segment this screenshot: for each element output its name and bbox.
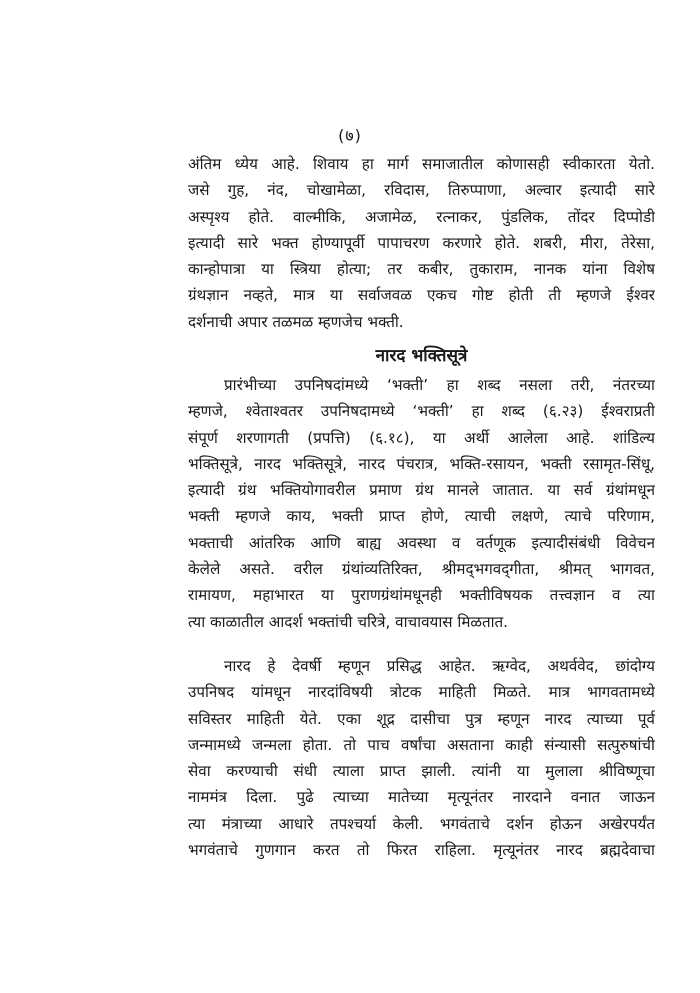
text-line: नारद हे देवर्षी म्हणून प्रसिद्ध आहेत. ऋग्वेद, अथर्ववेद, छांदोग्य: [224, 657, 655, 675]
text-line: प्रारंभीच्या उपनिषदांमध्ये ‘भक्ती’ हा शब्द नसला तरी, नंतरच्या: [224, 376, 655, 394]
text-line: त्या काळातील आदर्श भक्तांची चरित्रे, वाचावयास मिळतात.: [188, 612, 509, 631]
text-line: त्या मंत्राच्या आधारे तपश्चर्या केली. भगवंताचे दर्शन होऊन अखेरपर्यंत: [188, 814, 655, 833]
text-line: इत्यादी सारे भक्त होण्यापूर्वी पापाचरण करणारे होते. शबरी, मीरा, तेरेसा,: [188, 233, 655, 252]
section-heading: नारद भक्तिसूत्रे: [375, 346, 468, 366]
paragraph-narad: [188, 653, 655, 863]
paragraph-intro: [188, 151, 655, 335]
text-line: भगवंताचे गुणगान करत तो फिरत राहिला. मृत्यूनंतर नारद ब्रह्मदेवाचा: [188, 841, 655, 860]
text-line: संपूर्ण शरणागती (प्रपत्ति) (६.१८), या अर्थी आलेला आहे. शांडिल्य: [188, 428, 655, 447]
page-number: (७): [338, 126, 362, 145]
text-line: रामायण, महाभारत या पुराणग्रंथांमधूनही भक्तीविषयक तत्त्वज्ञान व त्या: [188, 586, 655, 605]
text-line: भक्तिसूत्रे, नारद भक्तिसूत्रे, नारद पंचरात्र, भक्ति-रसायन, भक्ती रसामृत-सिंधू,: [188, 454, 655, 473]
text-line: नाममंत्र दिला. पुढे त्याच्या मातेच्या मृत्यूनंतर नारदाने वनात जाऊन: [188, 788, 655, 807]
text-line: केलेले असते. वरील ग्रंथांव्यतिरिक्त, श्रीमद्‌भगवद्‌गीता, श्रीमत् भागवत,: [188, 560, 655, 579]
text-line: अस्पृश्य होते. वाल्मीकि, अजामेळ, रत्नाकर, पुंडलिक, तोंदर दिप्पोडी: [188, 207, 655, 226]
text-line: भक्ती म्हणजे काय, भक्ती प्राप्त होणे, त्याची लक्षणे, त्याचे परिणाम,: [188, 507, 655, 526]
text-line: जन्मामध्ये जन्मला होता. तो पाच वर्षांचा असताना काही संन्यासी सत्पुरुषांची: [188, 735, 655, 754]
text-line: सविस्तर माहिती येते. एका शूद्र दासीचा पुत्र म्हणून नारद त्याच्या पूर्व: [188, 709, 655, 728]
text-line: इत्यादी ग्रंथ भक्तियोगावरील प्रमाण ग्रंथ मानले जातात. या सर्व ग्रंथांमधून: [188, 481, 655, 500]
text-line: अंतिम ध्येय आहे. शिवाय हा मार्ग समाजातील कोणासही स्वीकारता येतो.: [188, 155, 655, 173]
text-line: म्हणजे, श्वेताश्वतर उपनिषदामध्ये ‘भक्ती’ हा शब्द (६.२३) ईश्वराप्रती: [188, 402, 655, 421]
text-line: कान्होपात्रा या स्त्रिया होत्या; तर कबीर, तुकाराम, नानक यांना विशेष: [188, 260, 655, 279]
text-line: ग्रंथज्ञान नव्हते, मात्र या सर्वाजवळ एकच गोष्ट होती ती म्हणजे ईश्वर: [188, 286, 655, 305]
text-line: उपनिषद यांमधून नारदांविषयी त्रोटक माहिती मिळते. मात्र भागवतामध्ये: [188, 683, 655, 702]
text-line: जसे गुह, नंद, चोखामेळा, रविदास, तिरुप्पाणा, अल्वार इत्यादी सारे: [188, 181, 655, 200]
text-line: सेवा करण्याची संधी त्याला प्राप्त झाली. त्यांनी या मुलाला श्रीविष्णूचा: [188, 762, 655, 781]
text-line: दर्शनाची अपार तळमळ म्हणजेच भक्ती.: [188, 312, 404, 331]
text-line: भक्ताची आंतरिक आणि बाह्य अवस्था व वर्तणूक इत्यादीसंबंधी विवेचन: [188, 533, 655, 552]
paragraph-upanishads: [188, 372, 655, 635]
